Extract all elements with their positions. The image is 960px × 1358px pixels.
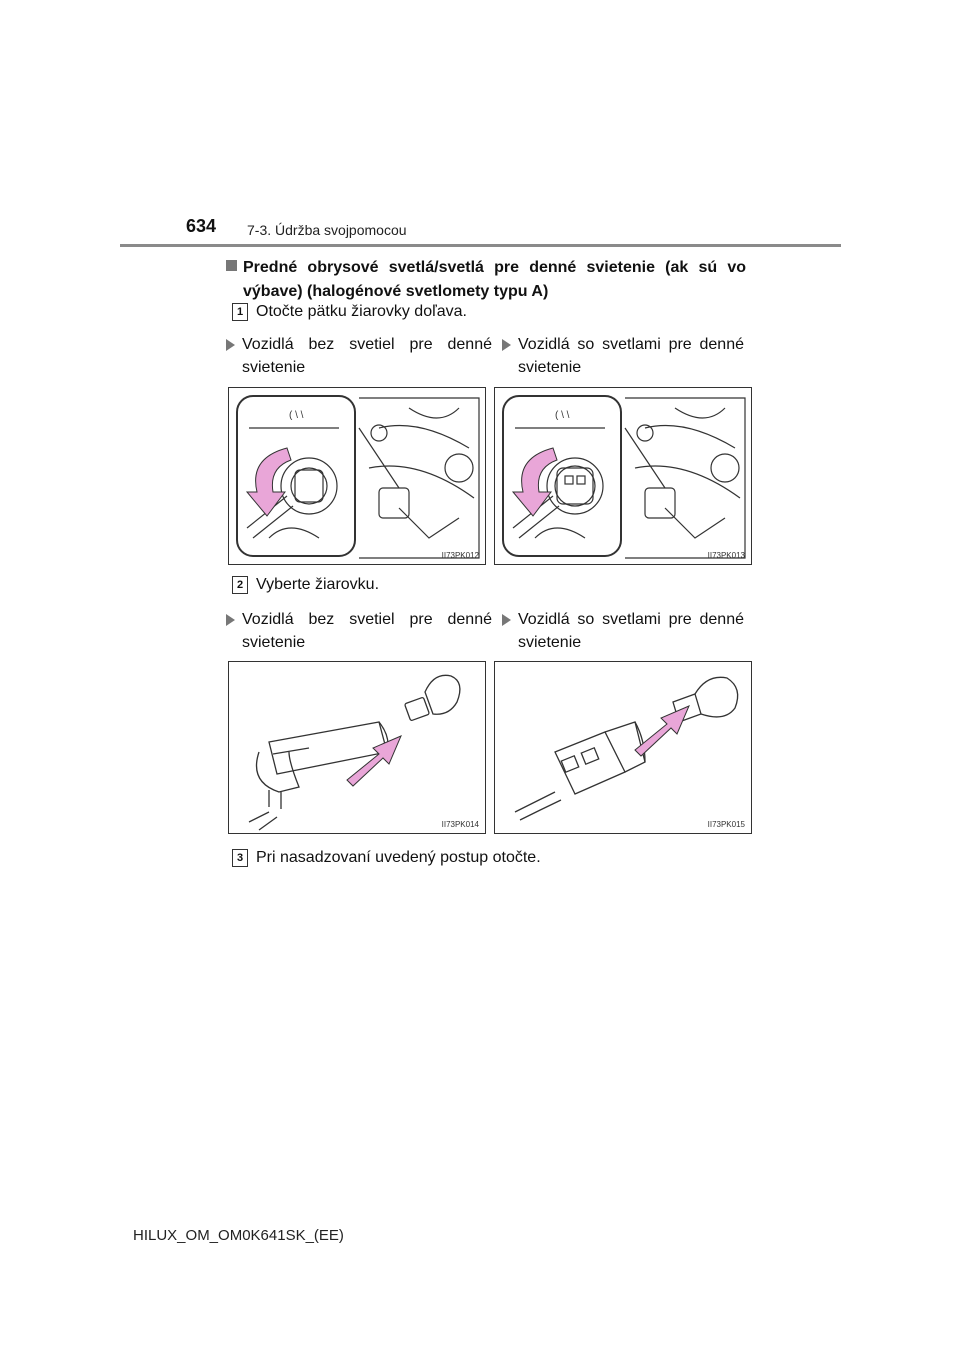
square-bullet-icon	[226, 260, 237, 271]
section-title: 7-3. Údržba svojpomocou	[247, 222, 407, 238]
triangle-bullet-icon	[226, 614, 235, 626]
step-text: Vyberte žiarovku.	[256, 576, 380, 593]
svg-text:( \ \: ( \ \	[555, 410, 570, 421]
figure-bulb-removal-without-drl	[228, 661, 486, 834]
step-number-badge: 3	[232, 849, 248, 867]
figure-code: II73PK013	[707, 551, 745, 560]
variant-line-2: svietenie	[242, 359, 306, 376]
page-number: 634	[186, 216, 217, 236]
variant-line-2: svietenie	[518, 634, 582, 651]
heading-line-2: výbave) (halogénové svetlomety typu A)	[243, 283, 549, 300]
variant-line-1: Vozidlá bez svetiel pre denné	[242, 336, 492, 353]
variant-line-1: Vozidlá so svetlami pre denné	[518, 336, 744, 353]
document-code: HILUX_OM_OM0K641SK_(EE)	[133, 1227, 344, 1244]
step-3	[232, 849, 541, 867]
variant-label-without-drl	[242, 608, 492, 654]
step-text: Pri nasadzovaní uvedený postup otočte.	[256, 849, 541, 866]
triangle-bullet-icon	[226, 339, 235, 351]
variant-line-1: Vozidlá so svetlami pre denné	[518, 611, 744, 628]
variant-label-with-drl	[518, 608, 744, 654]
figure-socket-rotate-with-drl	[494, 387, 752, 565]
figure-code: II73PK012	[441, 551, 479, 560]
step-text: Otočte pätku žiarovky doľava.	[256, 303, 467, 320]
step-2	[232, 576, 379, 594]
triangle-bullet-icon	[502, 614, 511, 626]
triangle-bullet-icon	[502, 339, 511, 351]
section-heading	[226, 256, 746, 304]
variant-label-without-drl	[242, 333, 492, 379]
variant-line-1: Vozidlá bez svetiel pre denné	[242, 611, 492, 628]
heading-line-1: Predné obrysové svetlá/svetlá pre denné svietenie (ak sú vo	[243, 259, 746, 276]
variant-label-with-drl	[518, 333, 744, 379]
svg-text:( \ \: ( \ \	[289, 410, 304, 421]
header-divider	[120, 244, 841, 247]
figure-socket-rotate-without-drl	[228, 387, 486, 565]
variant-line-2: svietenie	[518, 359, 582, 376]
figure-code: II73PK015	[707, 820, 745, 829]
variant-line-2: svietenie	[242, 634, 306, 651]
step-number-badge: 1	[232, 303, 248, 321]
step-1	[232, 303, 467, 321]
step-number-badge: 2	[232, 576, 248, 594]
figure-bulb-removal-with-drl	[494, 661, 752, 834]
figure-code: II73PK014	[441, 820, 479, 829]
